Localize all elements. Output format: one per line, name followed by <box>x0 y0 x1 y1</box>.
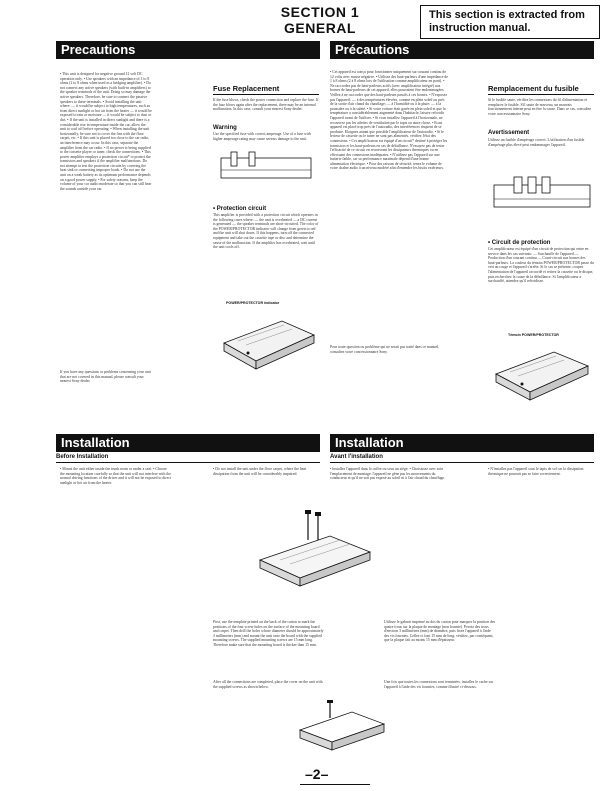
mounting-illustration <box>240 510 380 600</box>
cover-illustration <box>292 700 392 760</box>
installation-fr-steps2: Une fois que toutes les connexions sont terminées, installez le cache sur l'appareil à l'aide des vis fournies, comme illustré ci-dessous. <box>384 680 494 689</box>
fuse-fr-diagram <box>490 175 594 211</box>
installation-fr-bar: Installation <box>330 434 594 452</box>
avant-installation-title: Avant l'installation <box>330 454 383 460</box>
precautions-en-closing: If you have any questions or problems concerning your unit that are not covered in this manual, please consult your nearest Sony dealer. <box>60 370 151 384</box>
precautions-en-text: • This unit is designed for negative ground 12 volt DC operation only. • Use speakers with an impedance of 1 to 8 ohms (2 to 8 ohms when used as a bridging amplifier). • Do not connect any active speakers (with built-in amplifiers) to the speaker terminals of the unit. Doing so may damage the active speakers. Therefore, be sure to connect the passive speakers to these terminals. • Avoid installing the unit where: — it would be subject to high temperatures, such as from direct sunlight or hot air from the heater — it would be exposed to rain or moisture — it would be subject to dust or dirt. • If the unit is installed in direct sunlight and there is a considerable rise in temperature inside the car, allow the unit to cool off before operating. • When installing the unit horizontally, be sure not to cover the fins with the floor carpet, etc. • If this unit is placed too close to the car radio, an interference may occur. In this case, separate the amplifier from the car radio. • If no power is being supplied to the cassette player or tuner, check the connections. • This power amplifier employs a protection circuit* to protect the transistors and speakers if the amplifier malfunctions. Do not attempt to test the protection circuits by covering the heat sink or connecting improper loads. • Do not use the unit on a weak battery as its optimum performance depends on a good power supply. • For safety reasons, keep the volume of your car audio moderate so that you can still hear the sounds outside your car. <box>60 72 152 191</box>
general-title: GENERAL <box>284 20 356 36</box>
warning-fr-title: Avertissement <box>488 130 530 136</box>
protection-fr-text: Cet amplificateur est équipé d'un circuit de protection qui entre en service dans les cas suivants: — Surchauffe de l'appareil — Production d'un courant continu — Court-circuit aux bornes des haut-parleurs. La couleur du témoin POWER/PROTECTOR passe du vert au rouge et l'appareil s'arrête. Si le cas se présente, coupez l'alimentation de l'appareil raccordé et retirez la cassette ou le disque, puis recherchez la cause de la défaillance. Si l'amplificateur a surchauffé, attendez qu'il refroidisse. <box>488 247 594 284</box>
fuse-text: If the fuse blows, check the power connection and replace the fuse. If the fuse blows again after the replacement, there may be an internal malfunction. In this case, consult your nearest Sony dealer. <box>213 98 319 112</box>
precautions-fr-text: • Cet appareil est conçu pour fonctionner uniquement sur courant continu de 12 volts avec masse négative. • Utilisez des haut-parleurs d'une impédance de 1 à 8 ohms (2 à 8 ohms lors de l'utilisation comme amplificateur en pont). • Ne raccordez pas de haut-parleurs actifs (avec amplificateur intégré) aux bornes de haut-parleurs de cet appareil, elles pourraient être endommagées. Veillez à ne raccorder que des haut-parleurs passifs à ces bornes. • N'exposez pas l'appareil: — à des températures élevées, comme en plein soleil ou près de la sortie d'air chaud du chauffage; — à l'humidité ou à la pluie; — à la poussière ou à la saleté. • Si votre voiture était garée en plein soleil et que la température a considérablement augmenté dans l'habitacle, laissez refroidir l'appareil avant de l'utiliser. • Si vous installez l'appareil à l'horizontale, ne recouvrez pas les ailettes de ventilation par le tapis ou autre chose. • Ecart appareil est placé trop près de l'autoradio, des interférences risquent de se produire. Eloignez autant que possible l'amplificateur de l'autoradio. • Si le lecteur de cassette ou le tuner ne sont pas alimentés, vérifiez l'état des connexions. • Cet amplificateur est équipé d'un circuit* destiné à protéger les transistors et les haut-parleurs en cas de défaillance. N'essayez pas de tester l'efficacité de ce circuit en recouvrant les dissipateurs thermiques ou en effectuant des connexions inadéquates. • N'utilisez pas l'appareil sur une batterie faible, car sa performance maximale dépend d'une bonne alimentation électrique. • Pour des raisons de sécurité, tenez le volume de votre chaîne audio à un niveau modéré afin d'entendre les bruits extérieurs. <box>330 70 448 171</box>
precautions-fr-bar: Précautions <box>330 41 594 59</box>
installation-fr-rule <box>330 462 594 463</box>
warning-fr-text: Utilisez un fusible d'ampérage correct. L'utilisation d'un fusible d'ampérage plus élevé peut endommager l'appareil. <box>488 138 585 147</box>
fuse-title: Fuse Replacement <box>213 84 319 95</box>
protection-text: This amplifier is provided with a protection circuit which operates in the following cases where: — the unit is overheated — a DC current is generated — the speaker terminals are short-circuited. The color of the POWER/PROTECTOR indicator will change from green to red and the unit will shut down. If this happens, turn off the connected equipment and take out the cassette tape or disc and determine the cause of the malfunction. If the amplifier has overheated, wait until the unit cools off. <box>213 213 319 250</box>
installation-en-col1: • Mount the unit either inside the trunk room or under a seat. • Choose the mounting location carefully so that the unit will not interfere with the normal driving functions of the driver and it will not be exposed to direct sunlight or hot air from the heater. <box>60 467 172 485</box>
protection-fr-title: • Circuit de protection <box>488 240 551 246</box>
amplifier-illustration <box>218 309 318 379</box>
before-installation-title: Before Installation <box>56 454 109 460</box>
installation-en-steps2: After all the connections are completed, place the cover on the unit with the supplied screws as shown below. <box>213 680 323 689</box>
installation-en-rule <box>56 462 320 463</box>
precautions-en-bar: Precautions <box>56 41 320 59</box>
warning-text: Use the specified fuse with correct amperage. Use of a fuse with higher amperage rating may cause serious damage to the unit. <box>213 132 311 141</box>
extract-note-box: This section is extracted from instruction manual. <box>420 5 600 39</box>
installation-fr-steps: Utilisez le gabarit imprimé au dos du carton pour marquer la position des quatre trous sur la plaque de montage (non fournie). Percez des trous d'environ 3 millimètres (mm) de diamètre, puis fixez l'appareil à l'aide des vis fournies. Celles-ci font 15 mm de long: vérifiez, par conséquent, que la plaque fait au moins 15 mm d'épaisseur. <box>384 620 496 643</box>
installation-fr-col2: • N'installez pas l'appareil sous le tapis de sol car la dissipation thermique ne pourrait pas se faire correctement. <box>488 467 584 476</box>
warning-title: Warning <box>213 125 237 131</box>
installation-en-bar: Installation <box>56 434 320 452</box>
precautions-fr-closing: Pour toute question ou problème qui ne serait pas traité dans ce manuel, consultez votre concessionnaire Sony. <box>330 345 440 354</box>
page-number: –2– <box>305 766 329 782</box>
fuse-fr-title: Remplacement du fusible <box>488 84 594 95</box>
indicator-fr-label: Témoin POWER/PROTECTOR <box>508 333 559 337</box>
amplifier-fr-illustration <box>490 340 594 410</box>
fuse-diagram <box>215 150 315 180</box>
indicator-label: POWER/PROTECTOR indicator <box>226 301 280 305</box>
section-title: SECTION 1 <box>280 4 360 20</box>
installation-fr-col1: • Installez l'appareil dans le coffre ou sous un siège. • Choisissez avec soin l'emplacement de montage: l'appareil ne gêne pas les mouvements du conducteur et qu'il ne soit pas exposé au soleil ni à l'air chaud du chauffage. <box>330 467 446 481</box>
installation-en-col2: • Do not install the unit under the floor carpet, where the heat dissipation from the unit will be considerably impaired. <box>213 467 307 476</box>
installation-en-steps: First, use the template printed on the back of the carton to mark the positions of the four screw holes on the surface of the mounting board and carpet. Then drill the holes whose diameter should be approximately 3 millimeters (mm) and mount the unit onto the board with the supplied mounting screws. The supplied mounting screws are 15 mm long. Therefore make sure that the mounting board is thicker than 15 mm. <box>213 620 324 647</box>
protection-title: • Protection circuit <box>213 206 267 212</box>
fuse-fr-text: Si le fusible saute, vérifiez les connexions du fil d'alimentation et remplacez le fusible. S'il saute de nouveau, un mauvais fonctionnement interne peut en être la cause. Dans ce cas, consultez votre concessionnaire Sony. <box>488 98 592 116</box>
page-number-rule <box>300 784 370 785</box>
